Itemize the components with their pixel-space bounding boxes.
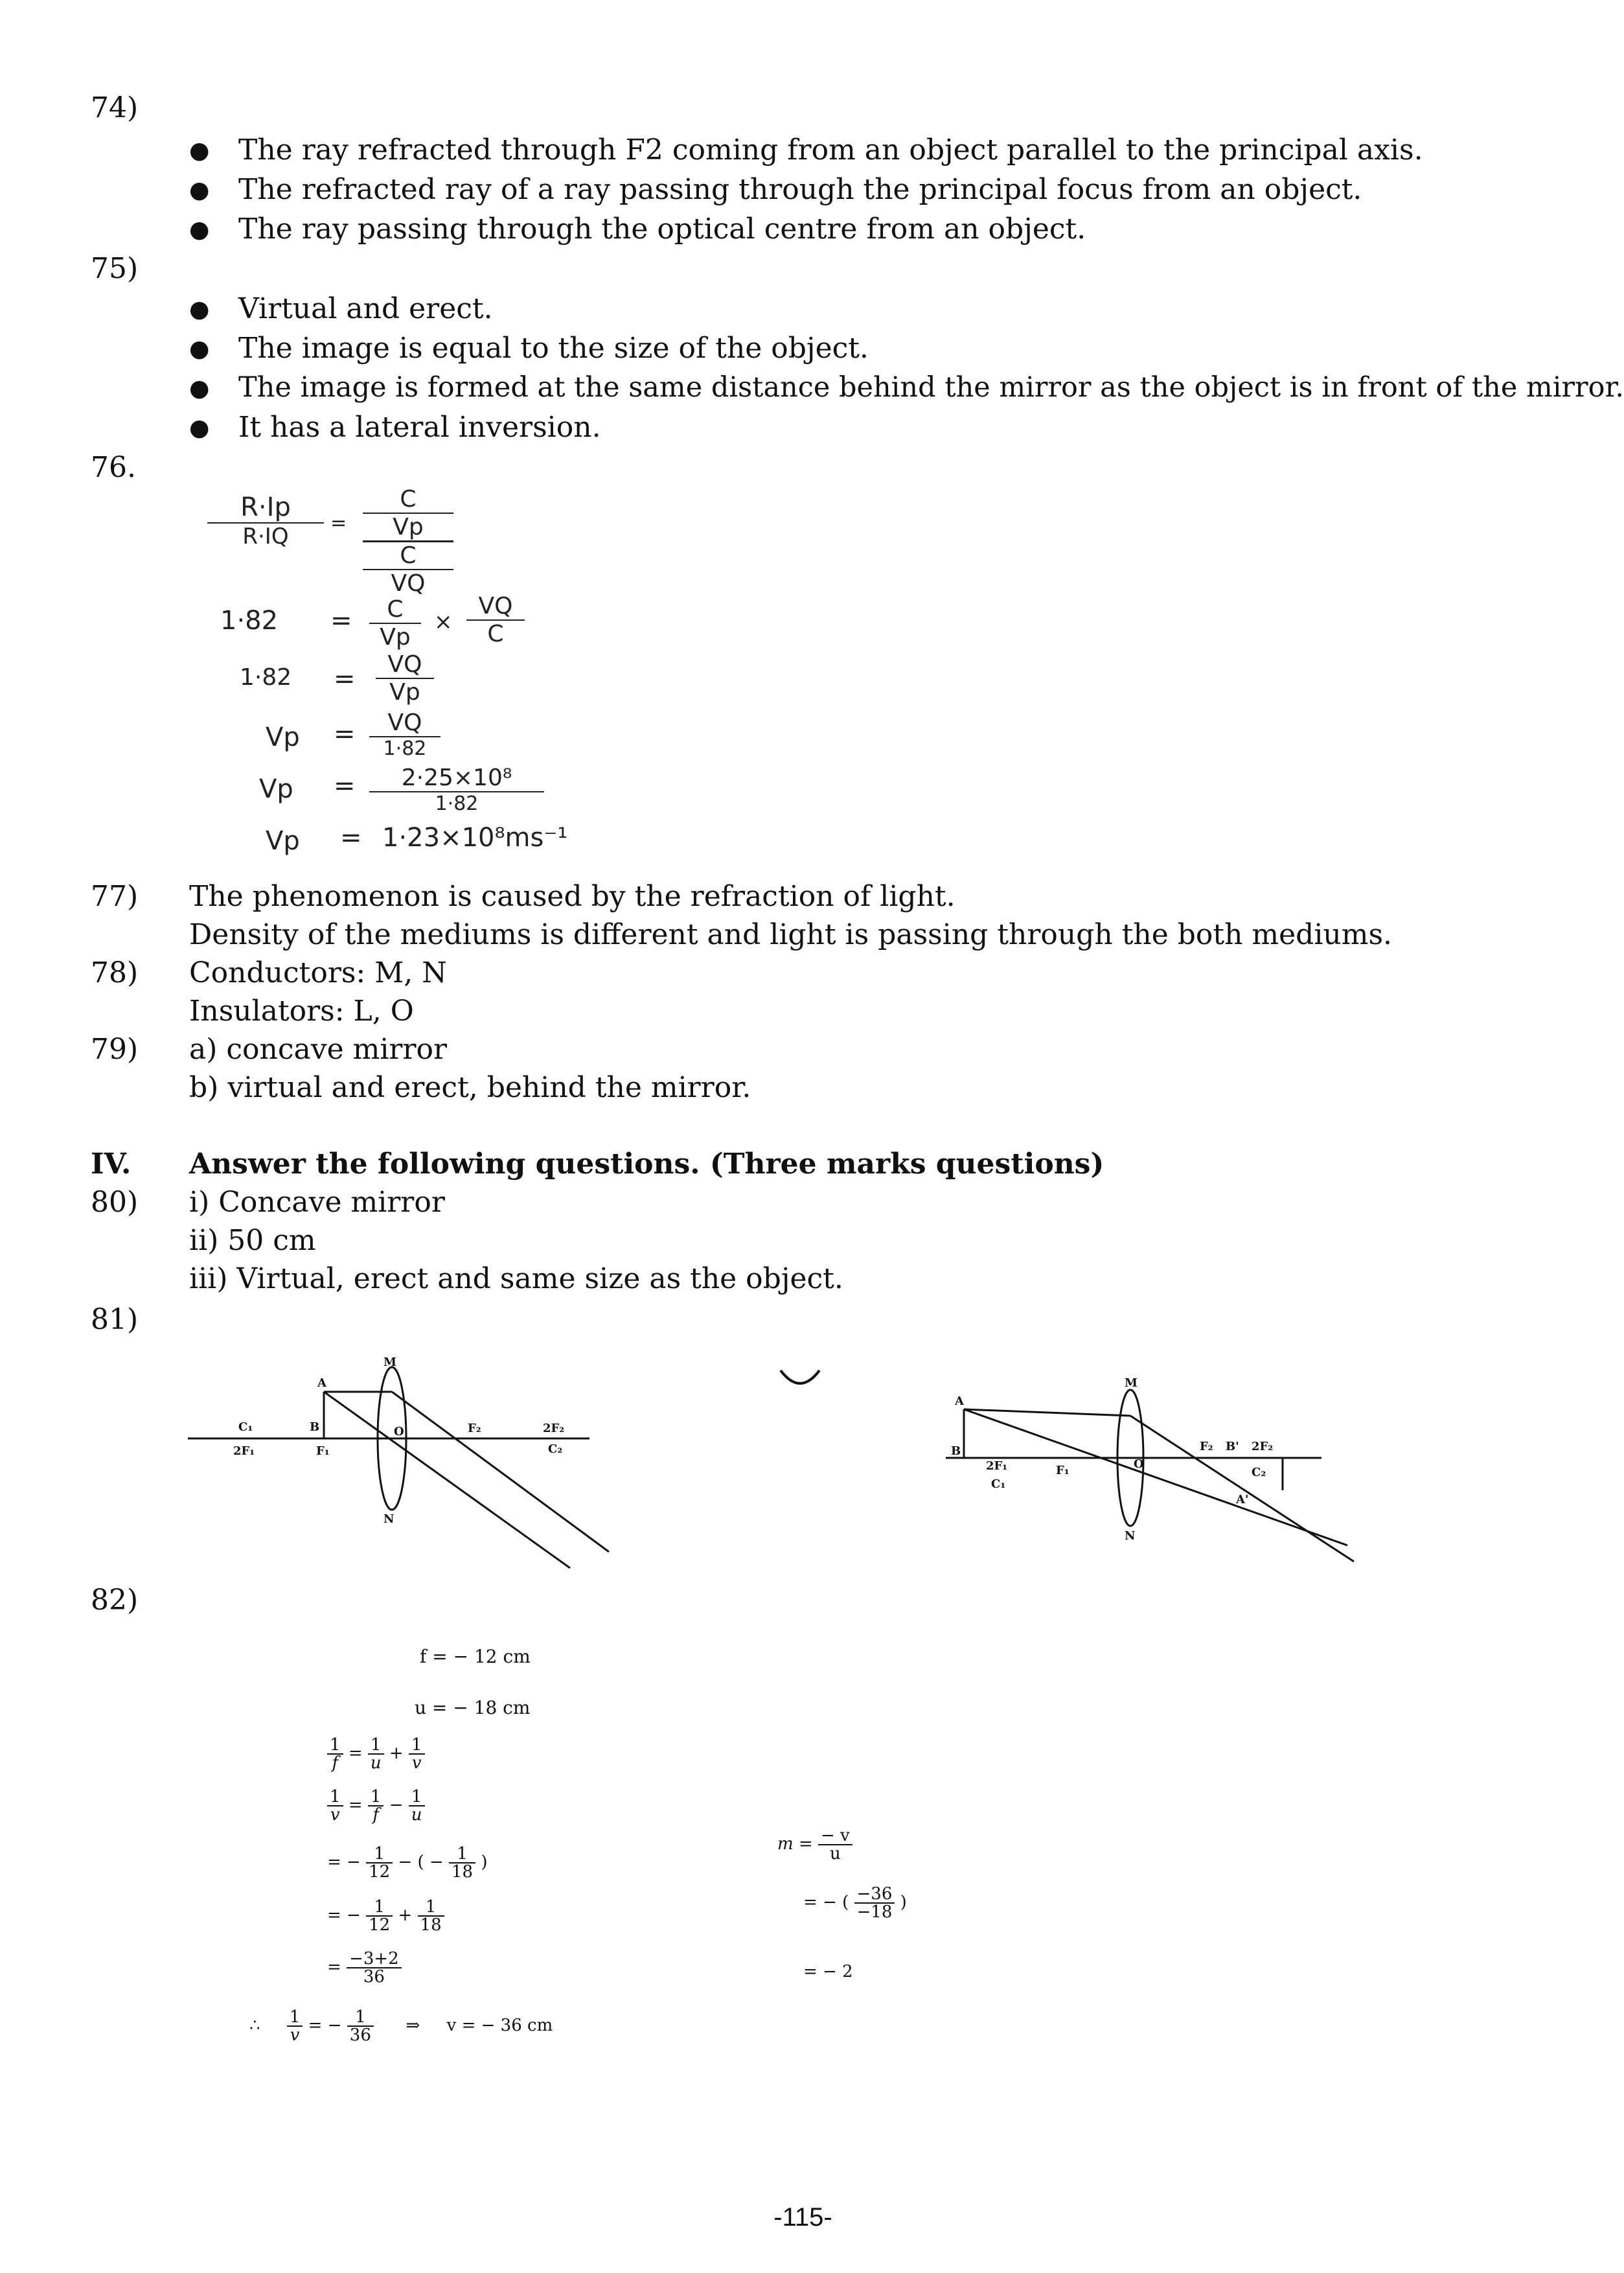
m-num: − v (818, 1827, 852, 1845)
d1-label-a: A (317, 1376, 326, 1390)
l1-rhs-bot-den: VQ (391, 570, 426, 597)
d2-label-b-prime: B' (1226, 1440, 1239, 1453)
bullet: ● (189, 296, 210, 323)
eq: = (327, 1957, 341, 1977)
magnification-step: = − ( $\frac{-36}{-18}$ ) (803, 1884, 907, 1922)
question-76-number: 76. (91, 451, 136, 484)
magnification-formula (777, 1827, 852, 1862)
l6-rhs: 1·23×10⁸ms⁻¹ (382, 823, 568, 853)
q75-bullet-4: It has a lateral inversion. (238, 411, 601, 444)
l2-equals: = (330, 606, 352, 636)
step-3: = − $\frac{1}{12}$ + $\frac{1}{18}$ (327, 1898, 444, 1933)
l5-num: 2·25×10⁸ (369, 765, 544, 792)
l2-f1-den: Vp (380, 624, 411, 651)
d2-label-f1: F₁ (1056, 1464, 1069, 1477)
bullet: ● (189, 216, 210, 243)
lens-formula: $\frac{1}{f}$ = $\frac{1}{u}$ + $\frac{1}{v}$ (327, 1736, 425, 1771)
curved-mark (777, 1367, 823, 1393)
l1-rhs-bot-num: C (363, 542, 453, 570)
q79-line-2: b) virtual and erect, behind the mirror. (189, 1071, 751, 1104)
l4-den: 1·82 (383, 737, 427, 760)
q77-line-2: Density of the mediums is different and light is passing through the both mediums. (189, 918, 1393, 951)
m-den: u (829, 1844, 841, 1863)
d2-label-f2: F₂ (1200, 1440, 1213, 1453)
question-79-number: 79) (91, 1033, 139, 1066)
d1-label-2f2: 2F₂ (543, 1422, 565, 1435)
focal-length: f = − 12 cm (420, 1646, 531, 1667)
magnification-result: = − 2 (803, 1962, 853, 1981)
d2-label-a: A (955, 1394, 964, 1408)
d2-label-c2: C₂ (1252, 1466, 1266, 1479)
step-1: $\frac{1}{v}$ = $\frac{1}{f}$ − $\frac{1}{u}$ (327, 1788, 425, 1823)
d2-label-b: B (951, 1444, 961, 1458)
q80-line-2: ii) 50 cm (189, 1224, 316, 1257)
l6-equals: = (340, 823, 362, 853)
d2-label-m: M (1125, 1376, 1138, 1390)
l3-den: Vp (389, 679, 420, 706)
therefore: ∴ (249, 2016, 260, 2035)
l2-f1-num: C (369, 596, 421, 624)
l1-lhs-num: R·Ip (207, 492, 324, 524)
l1-rhs-top-num: C (363, 486, 453, 514)
section-number: IV. (91, 1148, 132, 1181)
m-symbol: m (777, 1834, 794, 1854)
d1-label-b: B (310, 1420, 320, 1434)
q77-line-1: The phenomenon is caused by the refraction of light. (189, 880, 955, 913)
d2-label-a-prime: A' (1236, 1493, 1249, 1506)
q80-line-3: iii) Virtual, erect and same size as the object. (189, 1262, 843, 1295)
q78-line-1: Conductors: M, N (189, 956, 447, 989)
l4-num: VQ (369, 710, 440, 737)
q80-line-1: i) Concave mirror (189, 1186, 445, 1219)
handwritten-calculation (194, 486, 648, 862)
bullet: ● (189, 137, 210, 164)
l4-equals: = (334, 719, 356, 749)
l3-num: VQ (376, 651, 434, 679)
d1-label-f1: F₁ (316, 1444, 330, 1458)
d2-label-o: O (1134, 1457, 1144, 1471)
l2-f2-den: C (487, 621, 504, 647)
question-78-number: 78) (91, 956, 139, 989)
eq: = (798, 1834, 813, 1854)
object-distance: u = − 18 cm (415, 1697, 531, 1718)
question-81-number: 81) (91, 1303, 139, 1336)
q78-line-2: Insulators: L, O (189, 995, 414, 1028)
q74-bullet-3: The ray passing through the optical centre from an object. (238, 213, 1086, 246)
question-82-number: 82) (91, 1584, 139, 1617)
d2-label-n: N (1125, 1529, 1136, 1543)
eq: = (348, 1744, 363, 1763)
plus: + (389, 1744, 404, 1763)
final-step: ∴ $\frac{1}{v}$ = − $\frac{1}{36}$ ⇒ v = − 36 cm (249, 2007, 553, 2045)
implies-arrow: ⇒ (406, 2016, 420, 2035)
l4-lhs: Vp (266, 722, 300, 752)
l5-den: 1·82 (435, 792, 479, 815)
bullet: ● (189, 375, 210, 402)
d1-label-c2: C₂ (548, 1442, 563, 1456)
bullet: ● (189, 177, 210, 203)
d1-label-m: M (383, 1356, 396, 1369)
d1-label-2f1: 2F₁ (233, 1444, 255, 1458)
minus: − (389, 1795, 404, 1815)
step4-den: 36 (363, 1967, 385, 1987)
ray-diagram-1 (188, 1356, 628, 1575)
q75-bullet-3: The image is formed at the same distance behind the mirror as the object is in front of the mirror. (238, 371, 1624, 404)
l6-lhs: Vp (266, 826, 300, 856)
d1-label-f2: F₂ (468, 1422, 481, 1435)
l5-lhs: Vp (259, 774, 293, 804)
eq: = (348, 1795, 363, 1815)
q75-bullet-1: Virtual and erect. (238, 292, 493, 325)
bullet: ● (189, 336, 210, 362)
question-75-number: 75) (91, 252, 139, 285)
q74-bullet-1: The ray refracted through F2 coming from an object parallel to the principal axis. (238, 133, 1423, 167)
d2-label-2f1: 2F₁ (986, 1459, 1008, 1473)
l5-equals: = (334, 771, 356, 801)
ray-diagram-2 (946, 1374, 1360, 1568)
q75-bullet-2: The image is equal to the size of the object. (238, 332, 869, 365)
q74-bullet-2: The refracted ray of a ray passing through the principal focus from an object. (238, 173, 1362, 206)
q79-line-1: a) concave mirror (189, 1033, 447, 1066)
l1-equals: = (330, 512, 347, 535)
final-result: v = − 36 cm (446, 2016, 553, 2035)
d1-label-o: O (394, 1425, 404, 1438)
l3-value: 1·82 (240, 664, 292, 691)
d1-label-n: N (383, 1512, 395, 1526)
l2-value: 1·82 (220, 606, 279, 636)
bullet: ● (189, 415, 210, 441)
step-4 (327, 1950, 402, 1985)
d2-label-2f2: 2F₂ (1252, 1440, 1274, 1453)
section-title: Answer the following questions. (Three marks questions) (189, 1148, 1104, 1181)
question-80-number: 80) (91, 1186, 139, 1219)
l1-rhs-top-den: Vp (363, 514, 453, 542)
step-2: = − $\frac{1}{12}$ − ( − $\frac{1}{18}$ ) (327, 1844, 488, 1882)
l1-lhs-den: R·IQ (242, 524, 289, 549)
l2-f2-num: VQ (466, 593, 525, 621)
page-number: -115- (773, 2203, 832, 2232)
question-74-number: 74) (91, 91, 139, 124)
question-77-number: 77) (91, 880, 139, 913)
d1-label-c1: C₁ (238, 1420, 253, 1434)
l3-equals: = (334, 664, 356, 694)
step4-num: −3+2 (347, 1950, 402, 1968)
d2-label-c1: C₁ (991, 1477, 1006, 1491)
l2-times: × (434, 609, 453, 635)
